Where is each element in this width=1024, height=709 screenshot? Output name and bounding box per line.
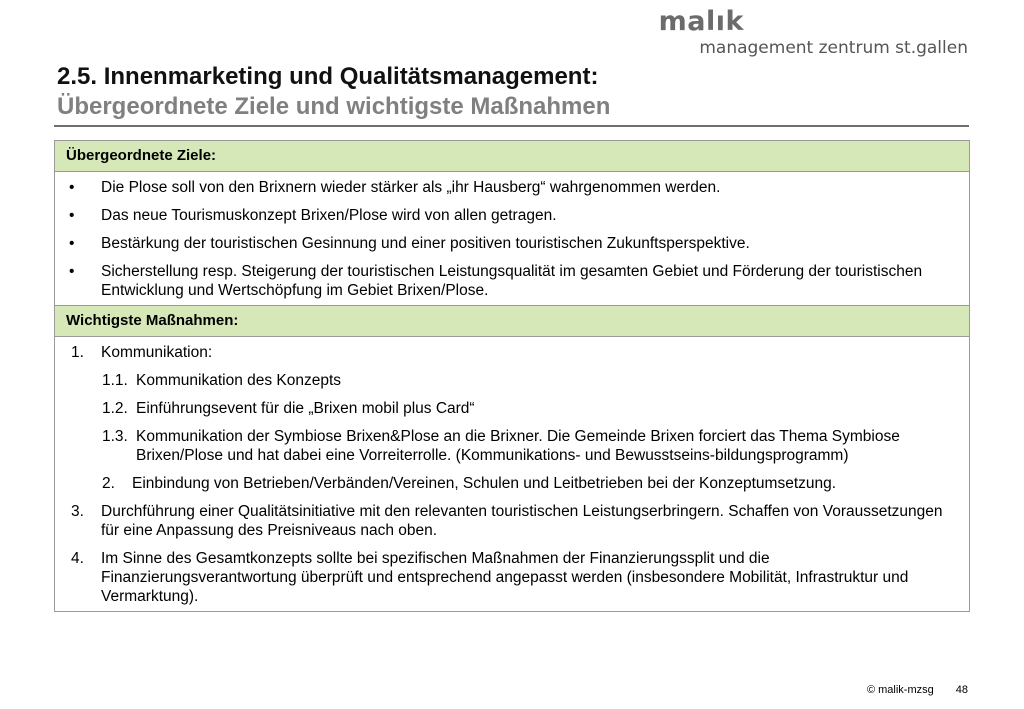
logo-subtitle: management zentrum st.gallen (699, 38, 968, 58)
goal-text: Sicherstellung resp. Steigerung der touristischen Leistungsqualität im gesamten Gebiet und Förderung der touristischen Entwicklung und Wertschöpfung im Gebiet Brixen/Plose. (101, 263, 923, 299)
bullet: • (69, 235, 75, 252)
item-number: 1.3. (102, 428, 128, 445)
item-number: 1.1. (102, 372, 128, 389)
title-line-2: Übergeordnete Ziele und wichtigste Maßnahmen (57, 93, 611, 120)
bullet: • (69, 179, 75, 196)
measures-section (55, 337, 969, 611)
title-divider (54, 125, 969, 127)
item-number: 2. (102, 475, 115, 492)
bullet: • (69, 263, 75, 280)
list-item (69, 427, 959, 465)
goal-text: Das neue Tourismuskonzept Brixen/Plose wird von allen getragen. (101, 207, 557, 224)
measures-header: Wichtigste Maßnahmen: (55, 306, 969, 337)
footer (867, 684, 968, 696)
list-item (69, 474, 959, 493)
measure-text: Einführungsevent für die „Brixen mobil plus Card“ (136, 400, 475, 417)
measure-text: Im Sinne des Gesamtkonzepts sollte bei spezifischen Maßnahmen der Finanzierungssplit und die Finanzierungsverantwortung überprüft und entsprechend angepasst werden (insbesondere Mobilität, Infrastruktur und Vermarktung). (101, 550, 909, 605)
measure-text: Kommunikation des Konzepts (136, 372, 342, 389)
item-number: 1. (71, 344, 84, 361)
measure-text: Durchführung einer Qualitätsinitiative mit den relevanten touristischen Leistungserbringern. Schaffen von Voraussetzungen für eine Anpassung des Preisniveaus nach oben. (101, 503, 943, 539)
item-number: 1.2. (102, 400, 128, 417)
list-item (69, 399, 959, 418)
bullet: • (69, 207, 75, 224)
item-number: 4. (71, 550, 84, 567)
measure-text: Kommunikation: (101, 344, 213, 361)
content-table (54, 140, 970, 612)
list-item (69, 549, 959, 606)
item-number: 3. (71, 503, 84, 520)
measure-text: Einbindung von Betrieben/Verbänden/Vereinen, Schulen und Leitbetrieben bei der Konzeptumsetzung. (132, 475, 837, 492)
list-item (69, 178, 959, 197)
logo-brand: malık (658, 6, 744, 37)
measure-text: Kommunikation der Symbiose Brixen&Plose an die Brixner. Die Gemeinde Brixen forciert das Thema Symbiose Brixen/Plose und hat dabei eine Vorreiterrolle. (Kommunikations- und Bewusstseins-bildungsprogramm) (136, 428, 900, 464)
copyright: © malik-mzsg (866, 684, 934, 696)
page-number: 48 (955, 684, 968, 696)
list-item (69, 371, 959, 390)
list-item (69, 343, 959, 362)
goals-section (55, 172, 969, 306)
list-item (69, 502, 959, 540)
title-line-1: 2.5. Innenmarketing und Qualitätsmanagement: (57, 63, 599, 90)
list-item (69, 206, 959, 225)
malik-logo (659, 6, 968, 58)
slide-title (57, 62, 610, 122)
list-item (69, 262, 959, 300)
goals-header: Übergeordnete Ziele: (55, 141, 969, 172)
goal-text: Die Plose soll von den Brixnern wieder stärker als „ihr Hausberg“ wahrgenommen werden. (101, 179, 721, 196)
goal-text: Bestärkung der touristischen Gesinnung und einer positiven touristischen Zukunftsperspektive. (101, 235, 750, 252)
list-item (69, 234, 959, 253)
